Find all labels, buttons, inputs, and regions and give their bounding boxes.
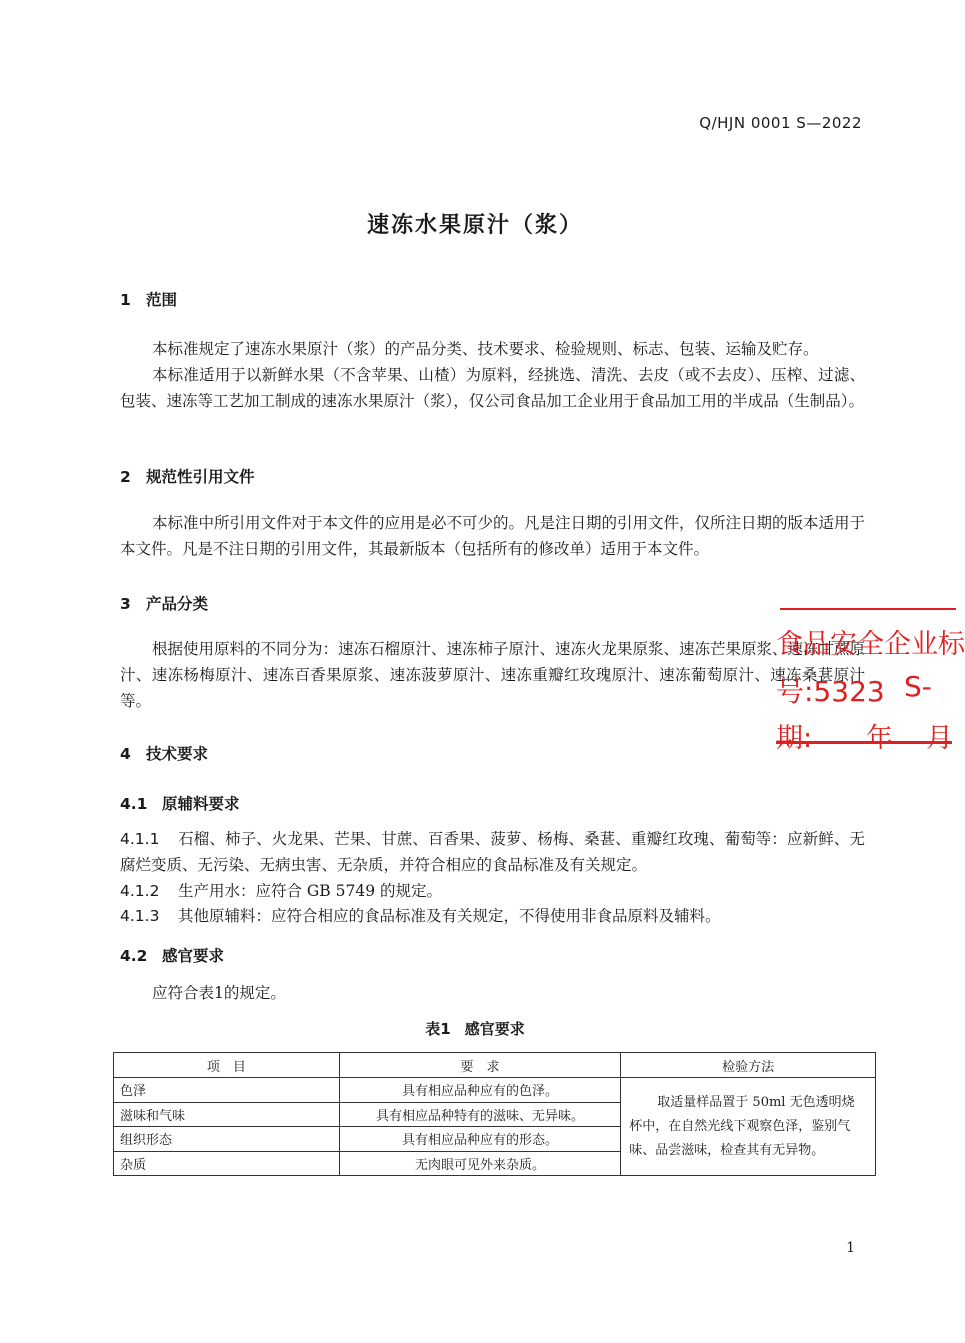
document-title: 速冻水果原汁（浆） xyxy=(366,213,583,238)
section-2-paragraph-1: 本标准中所引用文件对于本文件的应用是必不可少的。凡是注日期的引用文件，仅所注日期的版本适用于本文件。凡是不注日期的引用文件，其最新版本（包括所有的修改单）适用于本文件。 xyxy=(120,514,866,558)
item-4-1-3 xyxy=(120,903,865,929)
section-4-2-heading xyxy=(120,944,224,966)
item-4-1-2 xyxy=(120,878,865,904)
row-item: 滋味和气味 xyxy=(114,1102,340,1127)
stamp-month-label: 月 xyxy=(926,723,953,754)
stamp-suffix: S- xyxy=(904,670,932,703)
row-requirement: 无肉眼可见外来杂质。 xyxy=(339,1151,621,1176)
section-number: 1 xyxy=(120,291,131,309)
table-caption-title: 感官要求 xyxy=(464,1020,525,1038)
stamp-line-1: 食品安全企业标 xyxy=(776,629,965,660)
section-4-1-heading xyxy=(120,792,240,814)
table-header-row xyxy=(114,1053,876,1078)
section-title: 规范性引用文件 xyxy=(146,468,255,486)
section-3-heading xyxy=(120,592,208,614)
sensory-requirements-table xyxy=(113,1052,876,1176)
stamp-line-3 xyxy=(776,716,953,755)
section-number: 4.1 xyxy=(120,795,148,813)
section-2-heading xyxy=(120,465,255,487)
row-item: 杂质 xyxy=(114,1151,340,1176)
row-requirement: 具有相应品种应有的色泽。 xyxy=(339,1078,621,1103)
section-number: 4.2 xyxy=(120,947,148,965)
item-number: 4.1.1 xyxy=(120,830,160,848)
row-requirement: 具有相应品种应有的形态。 xyxy=(339,1127,621,1152)
section-4-heading xyxy=(120,742,208,764)
item-text: 生产用水：应符合 GB 5749 的规定。 xyxy=(178,882,443,900)
item-text: 其他原辅料：应符合相应的食品标准及有关规定，不得使用非食品原料及辅料。 xyxy=(178,907,721,925)
stamp-bottom-rule xyxy=(776,741,952,744)
section-1-paragraph-2: 本标准适用于以新鲜水果（不含苹果、山楂）为原料，经挑选、清洗、去皮（或不去皮）、压榨、过滤、包装、速冻等工艺加工制成的速冻水果原汁（浆），仅公司食品加工企业用于食品加工用的半成品（生制品）。 xyxy=(120,366,865,410)
row-requirement: 具有相应品种特有的滋味、无异味。 xyxy=(339,1102,621,1127)
section-number: 3 xyxy=(120,595,131,613)
table-row xyxy=(114,1078,876,1103)
filing-stamp xyxy=(776,608,965,754)
section-title: 感官要求 xyxy=(162,947,225,965)
section-title: 产品分类 xyxy=(146,595,209,613)
inspection-method: 取适量样品置于 50ml 无色透明烧杯中，在自然光线下观察色泽，鉴别气味、品尝滋味，检查其有无异物。 xyxy=(621,1078,876,1176)
section-number: 4 xyxy=(120,745,131,763)
header-requirement: 要 求 xyxy=(339,1053,621,1078)
section-title: 范围 xyxy=(146,291,178,309)
stamp-date-label: 期: xyxy=(776,723,813,754)
section-title: 技术要求 xyxy=(146,745,209,763)
section-title: 原辅料要求 xyxy=(162,795,240,813)
document-code: Q/HJN 0001 S—2022 xyxy=(699,114,862,132)
stamp-top-rule xyxy=(780,608,956,610)
stamp-number: 号:5323 xyxy=(776,675,885,708)
table-caption xyxy=(0,1018,950,1039)
row-item: 组织形态 xyxy=(114,1127,340,1152)
table-caption-number: 表1 xyxy=(425,1020,451,1038)
item-4-1-1 xyxy=(120,826,865,878)
header-method: 检验方法 xyxy=(621,1053,876,1078)
item-number: 4.1.3 xyxy=(120,907,160,925)
row-item: 色泽 xyxy=(114,1078,340,1103)
header-item: 项 目 xyxy=(114,1053,340,1078)
section-number: 2 xyxy=(120,468,131,486)
item-number: 4.1.2 xyxy=(120,882,160,900)
section-1-paragraph-1: 本标准规定了速冻水果原汁（浆）的产品分类、技术要求、检验规则、标志、包装、运输及贮存。 xyxy=(152,340,819,358)
item-text: 石榴、柿子、火龙果、芒果、甘蔗、百香果、菠萝、杨梅、桑葚、重瓣红玫瑰、葡萄等：应新鲜、无腐烂变质、无污染、无病虫害、无杂质，并符合相应的食品标准及有关规定。 xyxy=(120,830,865,874)
section-1-heading xyxy=(120,288,177,310)
page-number: 1 xyxy=(846,1240,855,1256)
stamp-line-2 xyxy=(776,670,932,710)
stamp-year-label: 年 xyxy=(866,723,893,754)
section-3-paragraph-1: 根据使用原料的不同分为：速冻石榴原汁、速冻柿子原汁、速冻火龙果原浆、速冻芒果原浆、速冻甘蔗原汁、速冻杨梅原汁、速冻百香果原浆、速冻菠萝原汁、速冻重瓣红玫瑰原汁、速冻葡萄原汁、速冻桑葚原汁等。 xyxy=(120,640,866,710)
section-4-2-paragraph: 应符合表1的规定。 xyxy=(152,984,286,1002)
